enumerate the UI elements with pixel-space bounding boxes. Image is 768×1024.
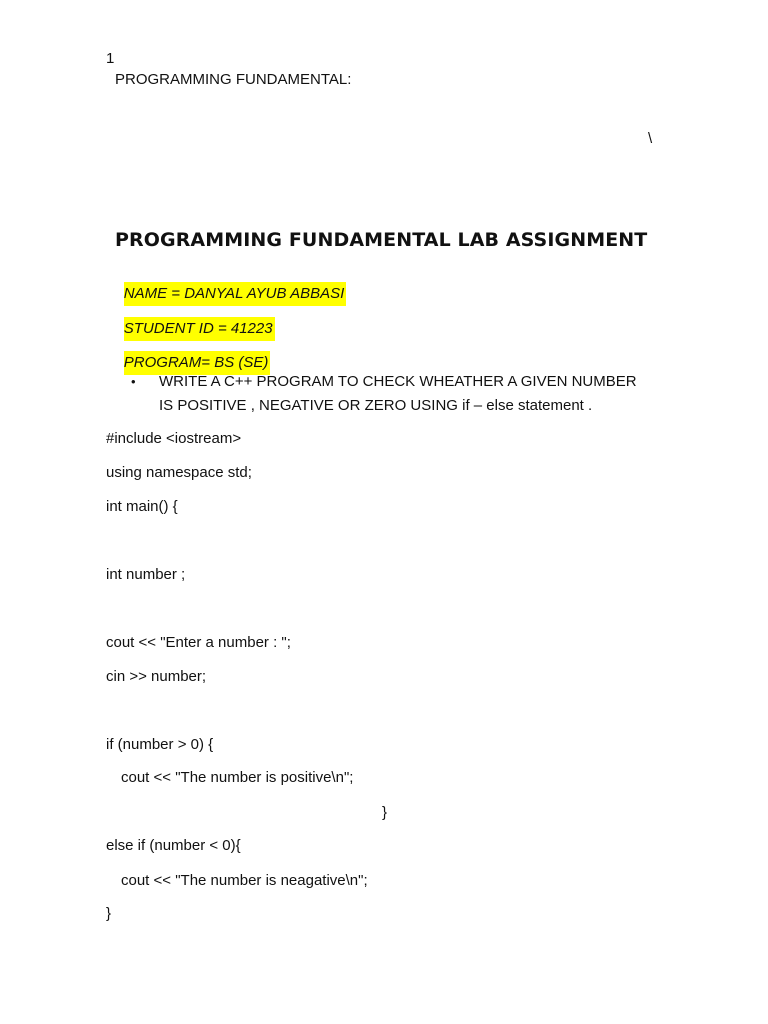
code-line: cout << "The number is neagative\n"; [121,872,368,889]
student-program: PROGRAM= BS (SE) [124,351,271,375]
code-line: cout << "The number is positive\n"; [121,769,354,786]
student-name: NAME = DANYAL AYUB ABBASI [124,282,347,306]
page-title: PROGRAMMING FUNDAMENTAL LAB ASSIGNMENT [115,229,648,251]
code-line: if (number > 0) { [106,736,214,753]
task-line-1: WRITE A C++ PROGRAM TO CHECK WHEATHER A GIVEN NUMBER [159,373,637,390]
code-line: int number ; [106,566,186,583]
stray-backslash: \ [648,130,653,147]
code-line: #include <iostream> [106,430,242,447]
page-number: 1 [106,50,115,67]
code-line: cin >> number; [106,668,207,685]
code-line: } [106,905,112,922]
course-heading: PROGRAMMING FUNDAMENTAL: [115,71,352,88]
student-id: STUDENT ID = 41223 [124,317,275,341]
bullet-icon: • [131,374,136,389]
code-line: } [382,804,388,821]
code-line: else if (number < 0){ [106,837,241,854]
code-line: int main() { [106,498,178,515]
code-line: using namespace std; [106,464,252,481]
code-line: cout << "Enter a number : "; [106,634,291,651]
task-line-2: IS POSITIVE , NEGATIVE OR ZERO USING if – else statement . [159,397,593,414]
